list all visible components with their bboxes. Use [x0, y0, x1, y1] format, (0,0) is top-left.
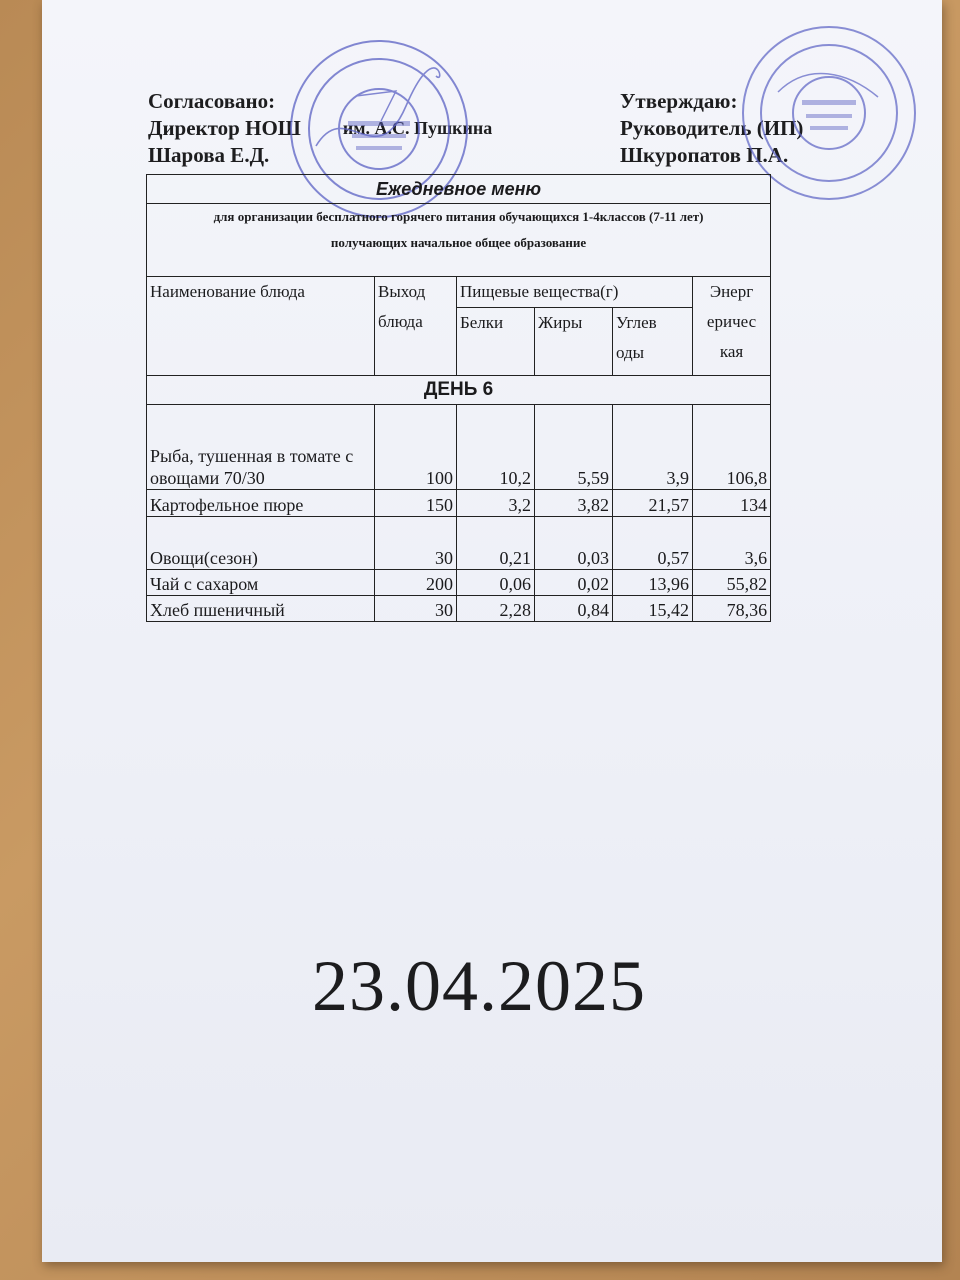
dish-fat: 3,82: [535, 490, 613, 517]
col-header-protein: Белки: [457, 308, 535, 376]
head-title: Руководитель (ИП): [620, 116, 804, 140]
table-row: [147, 405, 771, 490]
dish-carbs: 3,9: [613, 405, 693, 490]
col-header-energy: Энерг еричес кая: [693, 277, 771, 376]
director-title: Директор НОШ: [148, 116, 301, 140]
table-row: [147, 517, 771, 570]
dish-energy: 134: [693, 490, 771, 517]
dish-fat: 0,02: [535, 570, 613, 596]
dish-yield: 100: [375, 405, 457, 490]
dish-protein: 3,2: [457, 490, 535, 517]
dish-energy: 78,36: [693, 596, 771, 622]
dish-carbs: 13,96: [613, 570, 693, 596]
dish-energy: 106,8: [693, 405, 771, 490]
dish-fat: 0,03: [535, 517, 613, 570]
agreed-label: Согласовано:: [148, 89, 276, 113]
menu-subtitle: [147, 204, 771, 277]
col-header-carbs: Углев оды: [613, 308, 693, 376]
dish-protein: 2,28: [457, 596, 535, 622]
dish-fat: 5,59: [535, 405, 613, 490]
menu-subtitle-line2: получающих начальное общее образование: [330, 235, 587, 250]
col-header-fat: Жиры: [535, 308, 613, 376]
head-name: Шкуропатов П.А.: [620, 143, 789, 167]
table-row: [147, 570, 771, 596]
menu-subtitle-line1: для организации бесплатного горячего питания обучающихся 1-4классов (7-11 лет): [213, 209, 704, 224]
menu-title: Ежедневное меню: [147, 175, 771, 204]
school-name: им. А.С. Пушкина: [342, 118, 493, 138]
paper-sheet: [42, 0, 942, 1262]
dish-protein: 10,2: [457, 405, 535, 490]
dish-yield: 150: [375, 490, 457, 517]
dish-fat: 0,84: [535, 596, 613, 622]
dish-name: Рыба, тушенная в томате с овощами 70/30: [147, 405, 375, 490]
dish-energy: 3,6: [693, 517, 771, 570]
table-row: [147, 490, 771, 517]
dish-yield: 30: [375, 596, 457, 622]
dish-energy: 55,82: [693, 570, 771, 596]
col-header-nutrients: Пищевые вещества(г): [457, 277, 693, 308]
dish-carbs: 15,42: [613, 596, 693, 622]
table-row: [147, 596, 771, 622]
menu-table: [146, 174, 771, 622]
dish-name: Картофельное пюре: [147, 490, 375, 517]
col-header-name: Наименование блюда: [147, 277, 375, 376]
dish-carbs: 0,57: [613, 517, 693, 570]
col-header-yield: Выход блюда: [375, 277, 457, 376]
dish-name: Овощи(сезон): [147, 517, 375, 570]
dish-protein: 0,06: [457, 570, 535, 596]
approve-label: Утверждаю:: [620, 89, 738, 113]
director-name: Шарова Е.Д.: [148, 143, 270, 167]
day-label: ДЕНЬ 6: [147, 376, 771, 405]
dish-yield: 30: [375, 517, 457, 570]
dish-name: Хлеб пшеничный: [147, 596, 375, 622]
dish-carbs: 21,57: [613, 490, 693, 517]
dish-yield: 200: [375, 570, 457, 596]
menu-date: 23.04.2025: [312, 946, 646, 1026]
dish-protein: 0,21: [457, 517, 535, 570]
dish-name: Чай с сахаром: [147, 570, 375, 596]
